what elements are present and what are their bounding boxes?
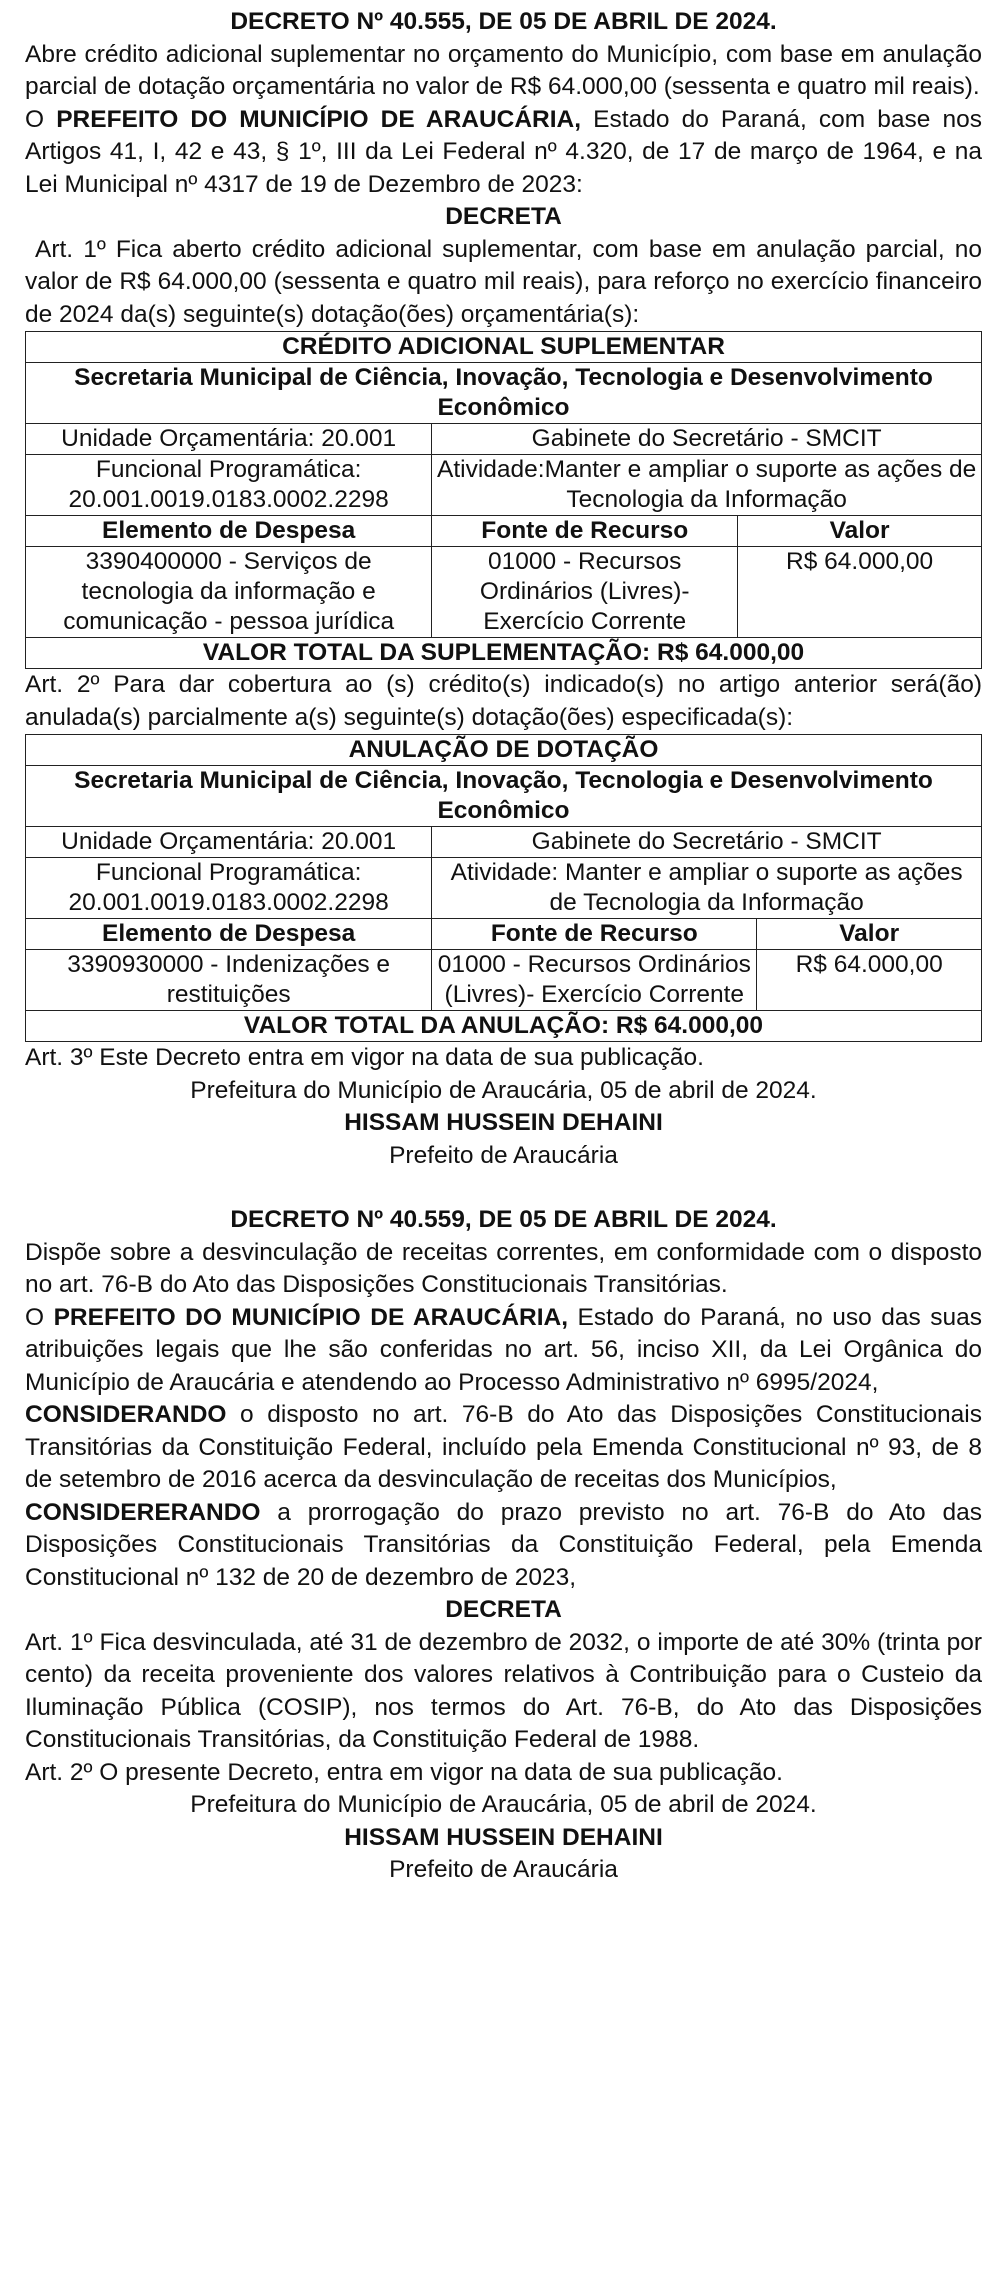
table-heading: ANULAÇÃO DE DOTAÇÃO [26, 735, 982, 766]
decree-title: DECRETO Nº 40.555, DE 05 DE ABRIL DE 2024. [230, 8, 777, 35]
table-gabinete: Gabinete do Secretário - SMCIT [432, 424, 982, 455]
decree-intro [25, 1302, 982, 1400]
place-date: Prefeitura do Município de Araucária, 05 de abril de 2024. [190, 1791, 817, 1818]
considerando-1 [25, 1399, 982, 1497]
annulment-table [25, 734, 982, 1042]
article-1: Art. 1º Fica aberto crédito adicional suplementar, com base em anulação parcial, no valor de R$ 64.000,00 (sessenta e quatro mil reais), para reforço no exercício financeiro de 2024 da(s) seguinte(s) dotação(ões) orçamentária(s): [25, 235, 982, 328]
table-secretaria: Secretaria Municipal de Ciência, Inovação, Tecnologia e Desenvolvimento Econômico [26, 766, 982, 827]
article-2: Art. 2º Para dar cobertura ao (s) crédito(s) indicado(s) no artigo anterior será(ão) anulada(s) parcialmente a(s) seguinte(s) dotação(ões) especificada(s): [25, 671, 982, 731]
decree-title: DECRETO Nº 40.559, DE 05 DE ABRIL DE 2024. [230, 1206, 777, 1233]
col-header-fonte: Fonte de Recurso [432, 919, 757, 950]
table-total: VALOR TOTAL DA SUPLEMENTAÇÃO: R$ 64.000,00 [26, 638, 982, 669]
decreta-heading: DECRETA [445, 203, 562, 230]
table-atividade: Atividade: Manter e ampliar o suporte as ações de Tecnologia da Informação [432, 858, 982, 919]
col-header-elemento: Elemento de Despesa [26, 919, 432, 950]
place-date: Prefeitura do Município de Araucária, 05 de abril de 2024. [190, 1076, 817, 1104]
intro-text: Estado do Paraná, com base nos Artigos 41, I, 42 e 43, § 1º, III da Lei Federal nº 4.320, de 17 de março de 1964, e na Lei Municipal nº 4317 de 19 de Dezembro de 2023: [25, 105, 983, 198]
considerando-label: CONSIDERERANDO [25, 1498, 261, 1526]
decree-40559 [25, 1204, 982, 1887]
cell-fonte: 01000 - Recursos Ordinários (Livres)- Exercício Corrente [432, 950, 757, 1011]
considerando-label: CONSIDERANDO [25, 1401, 227, 1428]
table-gabinete: Gabinete do Secretário - SMCIT [432, 827, 982, 858]
decree-40555 [25, 6, 982, 1172]
table-atividade: Atividade:Manter e ampliar o suporte as ações de Tecnologia da Informação [432, 455, 982, 516]
table-unidade: Unidade Orçamentária: 20.001 [26, 827, 432, 858]
col-header-elemento: Elemento de Despesa [26, 516, 432, 547]
considerando-text: a prorrogação do prazo previsto no art. 76-B do Ato das Disposições Constitucionais Transitórias da Constituição Federal, pela Emenda Constitucional nº 132 de 20 de dezembro de 2023, [25, 1498, 982, 1591]
col-header-fonte: Fonte de Recurso [432, 516, 738, 547]
article-2: Art. 2º O presente Decreto, entra em vigor na data de sua publicação. [25, 1758, 783, 1786]
cell-valor: R$ 64.000,00 [757, 950, 982, 1011]
credit-table [25, 331, 982, 669]
signer-name: HISSAM HUSSEIN DEHAINI [344, 1109, 663, 1136]
table-funcional: Funcional Programática: 20.001.0019.0183.0002.2298 [26, 455, 432, 516]
article-3: Art. 3º Este Decreto entra em vigor na data de sua publicação. [25, 1044, 704, 1071]
cell-elemento: 3390930000 - Indenizações e restituições [26, 950, 432, 1011]
intro-text: Estado do Paraná, no uso das suas atribuições legais que lhe são conferidas no art. 56, inciso XII, da Lei Orgânica do Município de Araucária e atendendo ao Processo Administrativo nº 6995/2024, [25, 1303, 982, 1396]
section-spacer [25, 1172, 982, 1204]
intro-authority: PREFEITO DO MUNICÍPIO DE ARAUCÁRIA, [56, 105, 582, 133]
table-heading: CRÉDITO ADICIONAL SUPLEMENTAR [26, 332, 982, 363]
table-unidade: Unidade Orçamentária: 20.001 [26, 424, 432, 455]
intro-prefix: O [25, 105, 57, 133]
considerando-text: o disposto no art. 76-B do Ato das Disposições Constitucionais Transitórias da Constituição Federal, incluído pela Emenda Constitucional nº 93, de 8 de setembro de 2016 acerca da desvinculação de receitas dos Municípios, [25, 1401, 982, 1493]
col-header-valor: Valor [757, 919, 982, 950]
table-secretaria: Secretaria Municipal de Ciência, Inovação, Tecnologia e Desenvolvimento Econômico [26, 363, 982, 424]
considerando-2 [25, 1497, 982, 1595]
decree-summary: Dispõe sobre a desvinculação de receitas correntes, em conformidade com o disposto no art. 76-B do Ato das Disposições Constitucionais Transitórias. [25, 1238, 982, 1298]
signer-role: Prefeito de Araucária [389, 1141, 618, 1169]
intro-authority: PREFEITO DO MUNICÍPIO DE ARAUCÁRIA, [53, 1303, 569, 1331]
table-total: VALOR TOTAL DA ANULAÇÃO: R$ 64.000,00 [26, 1011, 982, 1042]
cell-fonte: 01000 - Recursos Ordinários (Livres)- Exercício Corrente [432, 547, 738, 638]
decree-summary: Abre crédito adicional suplementar no orçamento do Município, com base em anulação parcial de dotação orçamentária no valor de R$ 64.000,00 (sessenta e quatro mil reais). [25, 40, 982, 100]
article-1: Art. 1º Fica desvinculada, até 31 de dezembro de 2032, o importe de até 30% (trinta por cento) da receita proveniente dos valores relativos à Contribuição para o Custeio da Iluminação Pública (COSIP), nos termos do Art. 76-B, do Ato das Disposições Constitucionais Transitórias, da Constituição Federal de 1988. [25, 1628, 982, 1753]
cell-elemento: 3390400000 - Serviços de tecnologia da informação e comunicação - pessoa jurídica [26, 547, 432, 638]
decreta-heading: DECRETA [445, 1596, 562, 1623]
signer-role: Prefeito de Araucária [389, 1856, 618, 1883]
intro-prefix: O [25, 1303, 54, 1331]
decree-intro [25, 104, 982, 202]
signer-name: HISSAM HUSSEIN DEHAINI [344, 1823, 663, 1851]
cell-valor: R$ 64.000,00 [738, 547, 982, 638]
col-header-valor: Valor [738, 516, 982, 547]
table-funcional: Funcional Programática: 20.001.0019.0183.0002.2298 [26, 858, 432, 919]
